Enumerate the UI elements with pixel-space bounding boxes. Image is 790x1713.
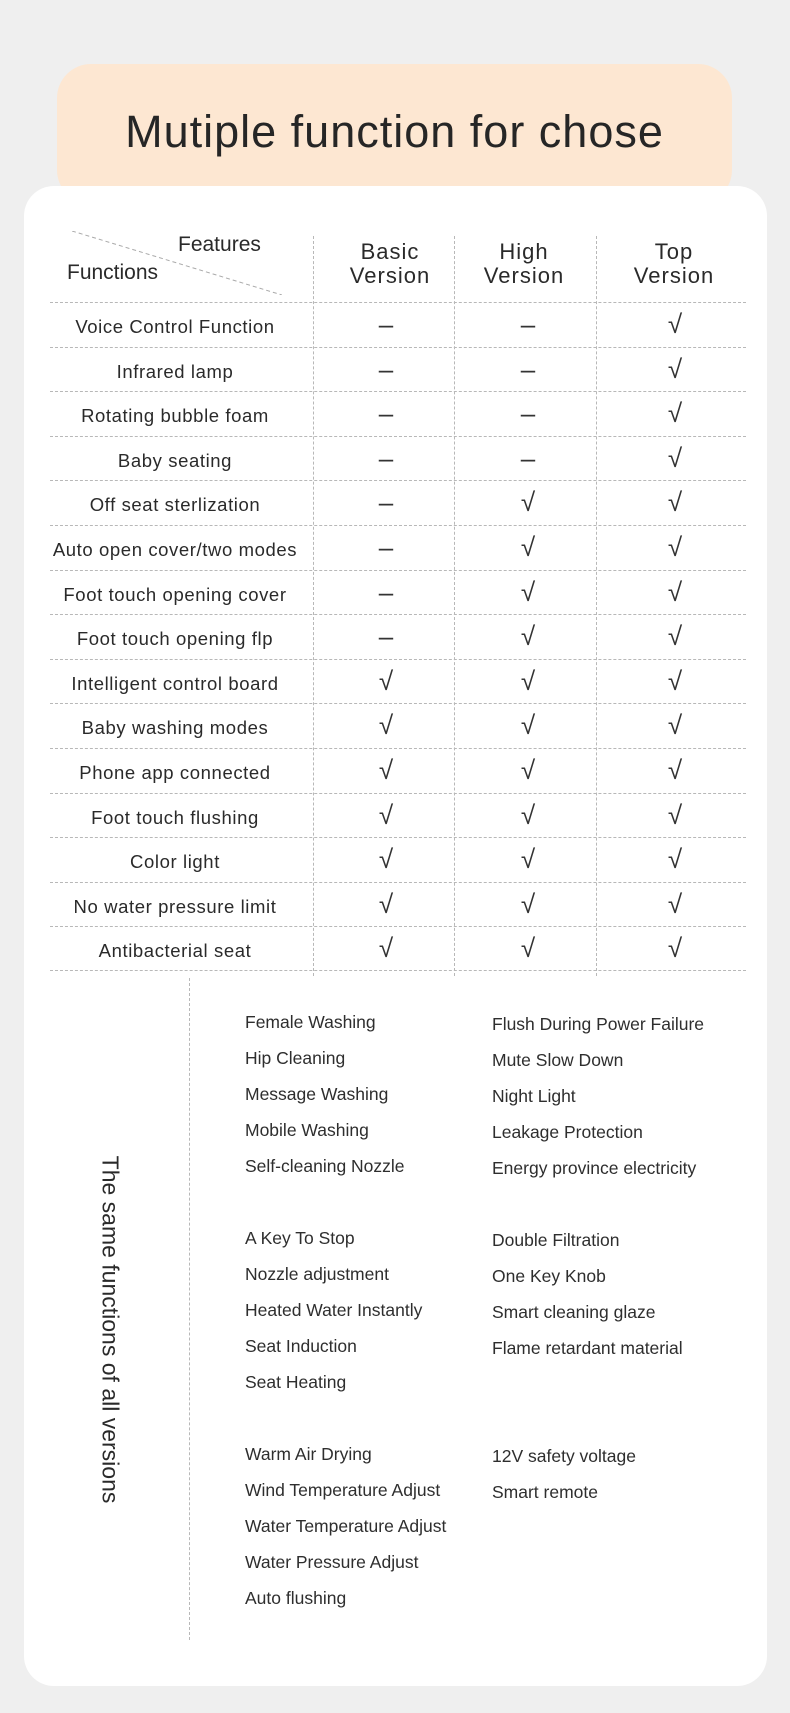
- check-mark: √: [667, 621, 683, 652]
- function-name: Foot touch opening cover: [63, 583, 287, 605]
- table-row: [50, 570, 746, 615]
- high-version-header: High Version: [483, 239, 565, 288]
- feature-item: Auto flushing: [245, 1588, 347, 1608]
- function-name: Voice Control Function: [75, 316, 275, 337]
- table-row: [50, 703, 746, 748]
- feature-item: Seat Induction: [245, 1336, 357, 1356]
- feature-item: Leakage Protection: [492, 1122, 643, 1142]
- table-row: [50, 436, 746, 481]
- table-row: [50, 926, 746, 971]
- check-mark: √: [667, 398, 683, 429]
- check-mark: √: [378, 799, 394, 830]
- table-row: [50, 391, 746, 436]
- table-row: [50, 659, 746, 704]
- group-spacer: [245, 1406, 446, 1442]
- dash-mark: –: [378, 442, 394, 473]
- table-header: [50, 231, 746, 302]
- feature-item: Warm Air Drying: [245, 1444, 372, 1464]
- check-mark: √: [520, 487, 536, 518]
- table-row: [50, 480, 746, 525]
- table-row: [50, 837, 746, 882]
- check-mark: √: [520, 844, 536, 875]
- feature-item: Flush During Power Failure: [492, 1014, 705, 1034]
- comparison-table: [50, 231, 746, 971]
- feature-item: Female Washing: [245, 1012, 376, 1032]
- table-body: [50, 302, 746, 971]
- dash-mark: –: [378, 576, 394, 607]
- feature-item: Hip Cleaning: [245, 1048, 346, 1068]
- check-mark: √: [520, 621, 536, 652]
- feature-item: Mobile Washing: [245, 1120, 369, 1140]
- dash-mark: –: [520, 442, 536, 473]
- function-name: Auto open cover/two modes: [52, 538, 298, 560]
- feature-item: Smart cleaning glaze: [492, 1302, 656, 1322]
- function-name: Antibacterial seat: [98, 940, 252, 962]
- check-mark: √: [520, 888, 536, 919]
- check-mark: √: [520, 754, 536, 785]
- check-mark: √: [520, 531, 536, 562]
- check-mark: √: [667, 531, 683, 562]
- function-name: No water pressure limit: [73, 895, 277, 917]
- dash-mark: –: [378, 398, 394, 429]
- feature-item: Nozzle adjustment: [245, 1264, 389, 1284]
- check-mark: √: [667, 665, 683, 696]
- dash-mark: –: [378, 621, 394, 652]
- dash-mark: –: [520, 353, 536, 384]
- check-mark: √: [520, 799, 536, 830]
- dash-mark: –: [520, 309, 536, 339]
- function-name: Baby seating: [117, 449, 233, 471]
- feature-item: One Key Knob: [492, 1266, 606, 1286]
- group-spacer: [492, 1372, 704, 1444]
- function-name: Intelligent control board: [71, 672, 279, 694]
- table-row: [50, 302, 746, 347]
- feature-item: Double Filtration: [492, 1230, 620, 1250]
- function-name: Foot touch opening flp: [76, 628, 274, 650]
- check-mark: √: [667, 799, 683, 830]
- functions-label: Functions: [67, 261, 159, 284]
- dash-mark: –: [378, 353, 394, 384]
- feature-item: Mute Slow Down: [492, 1050, 624, 1070]
- group-spacer: [492, 1192, 704, 1228]
- check-mark: √: [378, 710, 394, 741]
- table-row: [50, 882, 746, 927]
- table-row: [50, 614, 746, 659]
- check-mark: √: [667, 888, 683, 919]
- function-name: Off seat sterlization: [89, 494, 261, 516]
- title-banner: [57, 64, 732, 204]
- section-divider: [189, 978, 190, 1640]
- feature-item: Energy province electricity: [492, 1158, 697, 1178]
- table-row: [50, 347, 746, 392]
- check-mark: √: [667, 442, 683, 473]
- check-mark: √: [520, 665, 536, 696]
- check-mark: √: [520, 710, 536, 741]
- dash-mark: –: [378, 531, 394, 562]
- feature-item: Message Washing: [245, 1084, 389, 1104]
- check-mark: √: [667, 309, 683, 339]
- check-mark: √: [378, 933, 394, 964]
- check-mark: √: [667, 844, 683, 875]
- top-version-header: Top Version: [633, 239, 715, 288]
- table-row: [50, 525, 746, 570]
- feature-item: Water Pressure Adjust: [245, 1552, 419, 1572]
- feature-item: 12V safety voltage: [492, 1446, 636, 1466]
- check-mark: √: [378, 665, 394, 696]
- check-mark: √: [520, 576, 536, 607]
- group-spacer: [245, 1190, 446, 1226]
- feature-item: A Key To Stop: [245, 1228, 355, 1248]
- feature-item: Water Temperature Adjust: [245, 1516, 447, 1536]
- check-mark: √: [667, 353, 683, 384]
- check-mark: √: [520, 933, 536, 964]
- check-mark: √: [378, 888, 394, 919]
- feature-item: Night Light: [492, 1086, 576, 1106]
- check-mark: √: [667, 576, 683, 607]
- dash-mark: –: [378, 309, 394, 339]
- dash-mark: –: [378, 487, 394, 518]
- function-name: Phone app connected: [79, 761, 271, 783]
- function-name: Foot touch flushing: [91, 806, 259, 828]
- table-row: [50, 748, 746, 793]
- basic-version-header: Basic Version: [349, 239, 431, 288]
- function-name: Color light: [130, 851, 220, 873]
- feature-item: Self-cleaning Nozzle: [245, 1156, 405, 1176]
- common-functions-left: [245, 1010, 446, 1622]
- common-functions-label: The same functions of all versions: [97, 1155, 124, 1504]
- check-mark: √: [667, 487, 683, 518]
- check-mark: √: [378, 844, 394, 875]
- feature-item: Wind Temperature Adjust: [245, 1480, 441, 1500]
- check-mark: √: [667, 754, 683, 785]
- function-name: Rotating bubble foam: [81, 405, 269, 427]
- page-title: Mutiple function for chose: [125, 106, 664, 157]
- features-label: Features: [178, 233, 261, 256]
- common-functions-right: [492, 1012, 704, 1516]
- table-row: [50, 793, 746, 838]
- check-mark: √: [378, 754, 394, 785]
- check-mark: √: [667, 710, 683, 741]
- dash-mark: –: [520, 398, 536, 429]
- feature-item: Smart remote: [492, 1482, 598, 1502]
- feature-item: Flame retardant material: [492, 1338, 683, 1358]
- function-name: Baby washing modes: [81, 717, 269, 739]
- feature-item: Heated Water Instantly: [245, 1300, 423, 1320]
- function-name: Infrared lamp: [116, 360, 234, 382]
- check-mark: √: [667, 933, 683, 964]
- feature-item: Seat Heating: [245, 1372, 347, 1392]
